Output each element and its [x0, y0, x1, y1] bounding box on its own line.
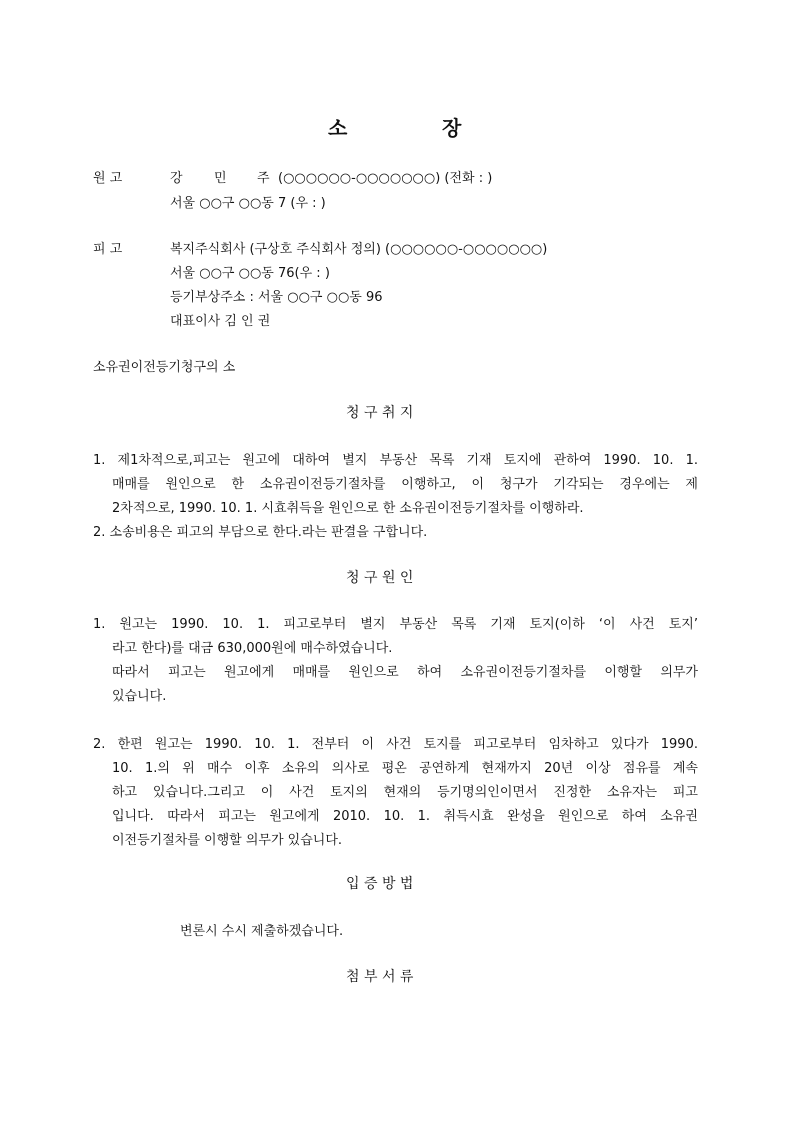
plaintiff-name-3: 주	[257, 171, 270, 186]
plaintiff-role: 원 고	[93, 171, 123, 186]
title-left-char: 소	[328, 116, 348, 140]
title-right-char: 장	[442, 116, 462, 140]
section-evidence: 입 증 방 법	[346, 876, 414, 892]
claim-cause-1-line2: 라고 한다)를 대금 630,000원에 매수하였습니다.	[112, 641, 393, 656]
case-name: 소유권이전등기청구의 소	[93, 360, 236, 375]
defendant-address: 서울 ○○구 ○○동 76(우 : )	[170, 266, 330, 281]
section-claim-purpose: 청 구 취 지	[346, 405, 414, 421]
section-attachments: 첨 부 서 류	[346, 969, 414, 985]
claim-purpose-item1-line1: 1. 제1차적으로,피고는 원고에 대하여 별지 부동산 목록 기재 토지에 관하여 1990. 10. 1.	[93, 453, 698, 468]
defendant-registered-address: 등기부상주소 : 서울 ○○구 ○○동 96	[170, 290, 383, 305]
claim-cause-2-line4: 입니다. 따라서 피고는 원고에게 2010. 10. 1. 취득시효 완성을 원인으로 하여 소유권	[112, 809, 698, 824]
claim-cause-1-line3: 따라서 피고는 원고에게 매매를 원인으로 하여 소유권이전등기절차를 이행할 의무가	[112, 665, 698, 680]
claim-cause-1-line1: 1. 원고는 1990. 10. 1. 피고로부터 별지 부동산 목록 기재 토지(이하 ‘이 사건 토지’	[93, 617, 698, 632]
claim-cause-2-line2: 10. 1.의 위 매수 이후 소유의 의사로 평온 공연하게 현재까지 20년 이상 점유를 계속	[112, 761, 698, 776]
plaintiff-address: 서울 ○○구 ○○동 7 (우 : )	[170, 196, 326, 211]
evidence-text: 변론시 수시 제출하겠습니다.	[180, 924, 344, 939]
plaintiff-name-1: 강	[170, 171, 183, 186]
claim-purpose-item1-line2: 매매를 원인으로 한 소유권이전등기절차를 이행하고, 이 청구가 기각되는 경우에는 제	[112, 477, 698, 492]
claim-purpose-item1-line3: 2차적으로, 1990. 10. 1. 시효취득을 원인으로 한 소유권이전등기절차를 이행하라.	[112, 501, 584, 516]
defendant-company: 복지주식회사 (구상호 주식회사 정의) (○○○○○○-○○○○○○○)	[170, 242, 548, 257]
defendant-role: 피 고	[93, 242, 123, 257]
section-claim-cause: 청 구 원 인	[346, 570, 414, 586]
claim-cause-1-line4: 있습니다.	[112, 689, 167, 704]
claim-cause-2-line1: 2. 한편 원고는 1990. 10. 1. 전부터 이 사건 토지를 피고로부터 임차하고 있다가 1990.	[93, 737, 698, 752]
plaintiff-name-2: 민	[214, 171, 227, 186]
claim-cause-2-line3: 하고 있습니다.그리고 이 사건 토지의 현재의 등기명의인이면서 진정한 소유자는 피고	[112, 785, 698, 800]
plaintiff-id-phone: (○○○○○○-○○○○○○○) (전화 : )	[278, 171, 493, 186]
claim-purpose-item2: 2. 소송비용은 피고의 부담으로 한다.라는 판결을 구합니다.	[93, 525, 428, 540]
defendant-representative: 대표이사 김 인 권	[170, 314, 271, 329]
claim-cause-2-line5: 이전등기절차를 이행할 의무가 있습니다.	[112, 833, 343, 848]
